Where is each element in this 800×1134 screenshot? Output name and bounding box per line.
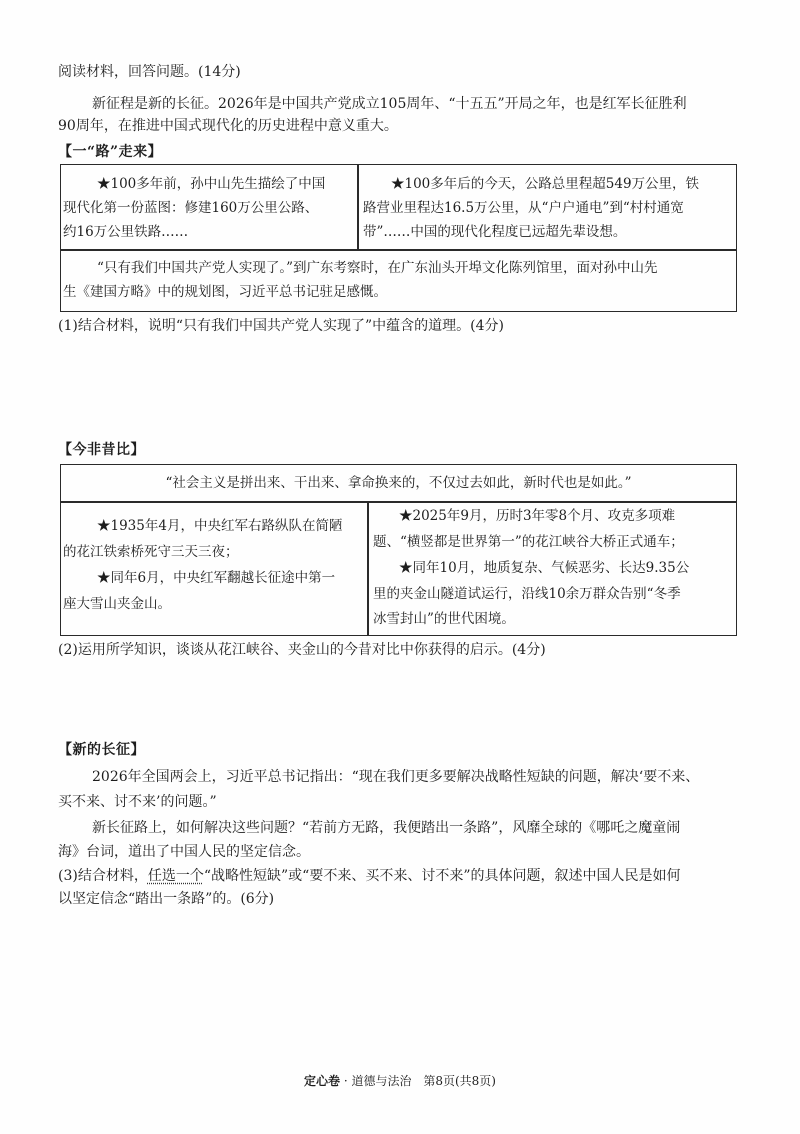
section1-left-line-2: 现代化第一份蓝图：修建160万公里公路、 [63,200,319,216]
section2-right-line-1: ★2025年9月，历时3年零8个月、攻克多项难 [399,508,676,524]
section2-left-line-2: 的花江铁索桥死守三天三夜； [63,544,239,560]
question-3-line-1 [58,866,680,886]
section2-vertical-divider [367,501,369,635]
page-footer [0,1072,800,1089]
section3-para2-line-1: 新长征路上，如何解决这些问题？“若前方无路，我便踏出一条路”，风靡全球的《哪吒之魔童闹 [92,820,681,836]
question-3-line-2: 以坚定信念“踏出一条路”的。(6分) [58,891,275,907]
question-3-prefix: (3)结合材料， [58,868,148,884]
section2-title: 【今非昔比】 [58,442,145,458]
section1-right-line-1: ★100多年后的今天，公路总里程超549万公里，铁 [391,176,700,192]
intro-line-1: 新征程是新的长征。2026年是中国共产党成立105周年、“十五五”开局之年，也是红军长征胜利 [92,96,687,112]
section2-quote: “社会主义是拼出来、干出来、拿命换来的，不仅过去如此，新时代也是如此。” [165,475,632,491]
section1-bottom-line-2: 生《建国方略》中的规划图，习近平总书记驻足感慨。 [63,284,387,300]
section2-right-line-3: ★同年10月，地质复杂、气候恶劣、长达9.35公 [399,560,690,576]
section2-left-line-4: 座大雪山夹金山。 [63,596,171,612]
section2-left-line-1: ★1935年4月，中央红军右路纵队在简陋 [97,518,343,534]
section1-bottom-line-1: “只有我们中国共产党人实现了。”到广东考察时，在广东汕头开埠文化陈列馆里，面对孙中山先 [97,260,658,276]
section2-horizontal-divider [61,501,736,503]
section2-table [60,464,737,636]
section1-right-line-2: 路营业里程达16.5万公里，从“户户通电”到“村村通宽 [363,200,684,216]
question-3-suffix: “战略性短缺”或“要不来、买不来、讨不来”的具体问题，叙述中国人民是如何 [203,868,681,884]
section1-left-line-3: 约16万公里铁路…… [63,224,189,240]
section3-title: 【新的长征】 [58,742,145,758]
section1-title: 【一“路”走来】 [58,144,163,160]
section3-para1-line-2: 买不来、讨不来’的问题。” [58,794,217,810]
footer-brand: 定心卷 [304,1074,341,1088]
section2-right-line-5: 冰雪封山”的世代困境。 [373,611,515,627]
section2-right-line-2: 题、“横竖都是世界第一”的花江峡谷大桥正式通车； [373,534,684,550]
footer-page-number: 第8页(共8页) [423,1074,496,1088]
footer-subject: 道德与法治 [351,1074,412,1088]
section2-left-line-3: ★同年6月，中央红军翻越长征途中第一 [97,570,336,586]
section1-table [60,164,737,312]
section1-right-line-3: 带”……中国的现代化程度已远超先辈设想。 [363,224,627,240]
section2-right-line-4: 里的夹金山隧道试运行，沿线10余万群众告别“冬季 [373,586,681,602]
intro-line-2: 90周年，在推进中国式现代化的历史进程中意义重大。 [58,118,398,134]
section3-para2-line-2: 海》台词，道出了中国人民的坚定信念。 [58,844,310,860]
footer-separator: · [343,1074,348,1088]
section3-para1-line-1: 2026年全国两会上，习近平总书记指出：“现在我们更多要解决战略性短缺的问题，解决‘要不来、 [92,769,700,785]
section1-vertical-divider [357,165,359,249]
question-1: (1)结合材料，说明“只有我们中国共产党人实现了”中蕴含的道理。(4分) [58,318,504,334]
section1-horizontal-divider [61,249,736,251]
question-2: (2)运用所学知识，谈谈从花江峡谷、夹金山的今昔对比中你获得的启示。(4分) [58,642,546,658]
section1-left-line-1: ★100多年前，孙中山先生描绘了中国 [97,176,326,192]
question-3-emphasis: 任选一个 [147,868,204,884]
instruction-text: 阅读材料，回答问题。(14分) [58,64,241,80]
